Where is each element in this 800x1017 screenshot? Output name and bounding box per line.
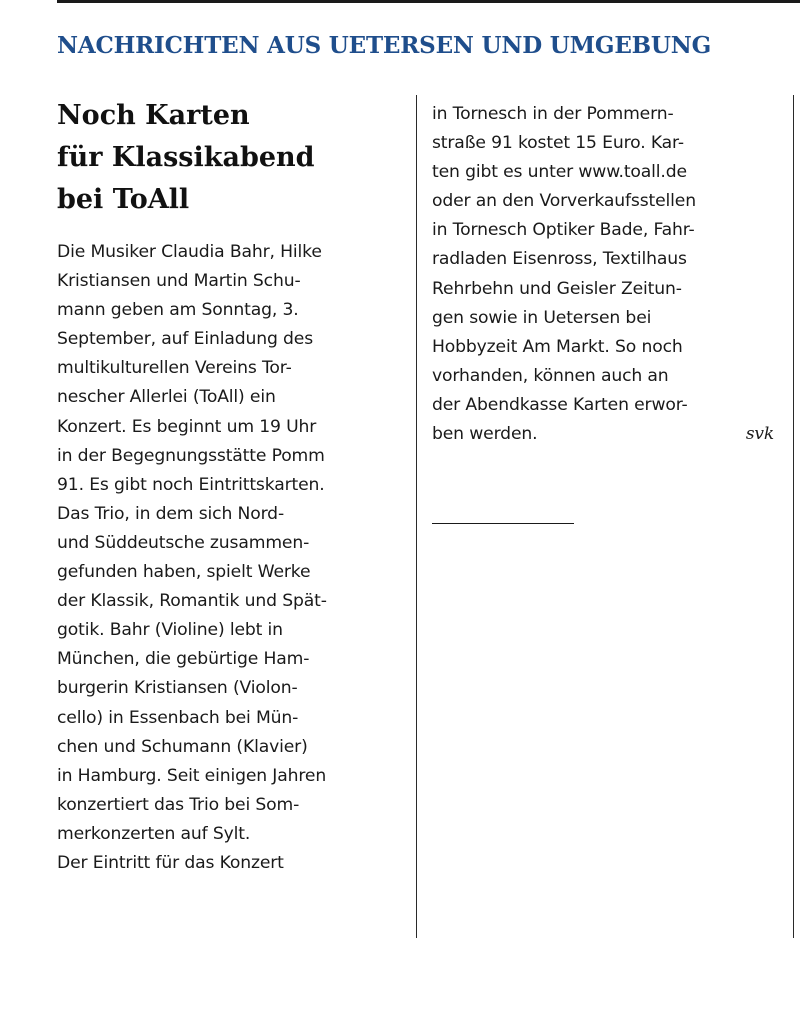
body-text-line: gen sowie in Uetersen bei (432, 307, 652, 328)
body-text-line: Konzert. Es beginnt um 19 Uhr (57, 416, 317, 437)
article-end-rule (432, 523, 574, 524)
body-text-last-line (432, 420, 782, 449)
body-text-line: oder an den Vorverkaufsstellen (432, 191, 696, 212)
body-text-line: gefunden haben, spielt Werke (57, 562, 311, 583)
body-text-line: konzertiert das Trio bei Som- (57, 794, 300, 815)
body-text-line: Rehrbehn und Geisler Zeitun- (432, 278, 682, 299)
body-text-line: in Hamburg. Seit einigen Jahren (57, 765, 327, 786)
column-rule-2 (793, 95, 794, 938)
body-text-line: multikulturellen Vereins Tor- (57, 358, 292, 379)
body-text-line: straße 91 kostet 15 Euro. Kar- (432, 133, 684, 154)
body-text-line: Das Trio, in dem sich Nord- (57, 503, 284, 524)
author-signature: svk (745, 424, 774, 445)
body-text-line: 91. Es gibt noch Eintrittskarten. (57, 474, 325, 495)
body-text-line: September, auf Einladung des (57, 329, 314, 350)
body-text-line: in Tornesch Optiker Bade, Fahr- (432, 220, 695, 241)
body-text-line: vorhanden, können auch an (432, 365, 669, 386)
body-text-line: gotik. Bahr (Violine) lebt in (57, 620, 283, 641)
body-text-line: Der Eintritt für das Konzert (57, 852, 284, 873)
body-text-line: radladen Eisenross, Textilhaus (432, 249, 687, 270)
body-text-line: chen und Schumann (Klavier) (57, 736, 308, 757)
body-text-line: nescher Allerlei (ToAll) ein (57, 387, 276, 408)
column-rule-1 (416, 95, 417, 938)
body-text-line: und Süddeutsche zusammen- (57, 532, 310, 553)
body-text-line: mann geben am Sonntag, 3. (57, 300, 299, 321)
body-text-line: ben werden. (432, 424, 538, 445)
body-text-line: ten gibt es unter www.toall.de (432, 162, 687, 183)
headline-line: bei ToAll (57, 184, 190, 215)
body-text-line: merkonzerten auf Sylt. (57, 823, 251, 844)
body-text-line: in Tornesch in der Pommern- (432, 104, 674, 124)
body-text-line: Die Musiker Claudia Bahr, Hilke (57, 242, 322, 262)
body-text-line: Kristiansen und Martin Schu- (57, 271, 301, 292)
body-text-line: der Abendkasse Karten erwor- (432, 394, 688, 415)
headline-line: Noch Karten (57, 100, 250, 131)
article-body-column-2 (432, 100, 782, 449)
top-rule (57, 0, 800, 3)
article-headline (57, 95, 402, 221)
body-text-line: Hobbyzeit Am Markt. So noch (432, 336, 683, 357)
body-text-line: in der Begegnungsstätte Pomm (57, 445, 325, 466)
body-text-line: burgerin Kristiansen (Violon- (57, 678, 298, 699)
body-text-line: cello) in Essenbach bei Mün- (57, 707, 299, 728)
body-text-line: München, die gebürtige Ham- (57, 649, 310, 670)
section-title: NACHRICHTEN AUS UETERSEN UND UMGEBUNG (57, 32, 712, 59)
headline-line: für Klassikabend (57, 142, 315, 173)
body-text-line: der Klassik, Romantik und Spät- (57, 591, 327, 612)
article-body-column-1 (57, 238, 409, 878)
